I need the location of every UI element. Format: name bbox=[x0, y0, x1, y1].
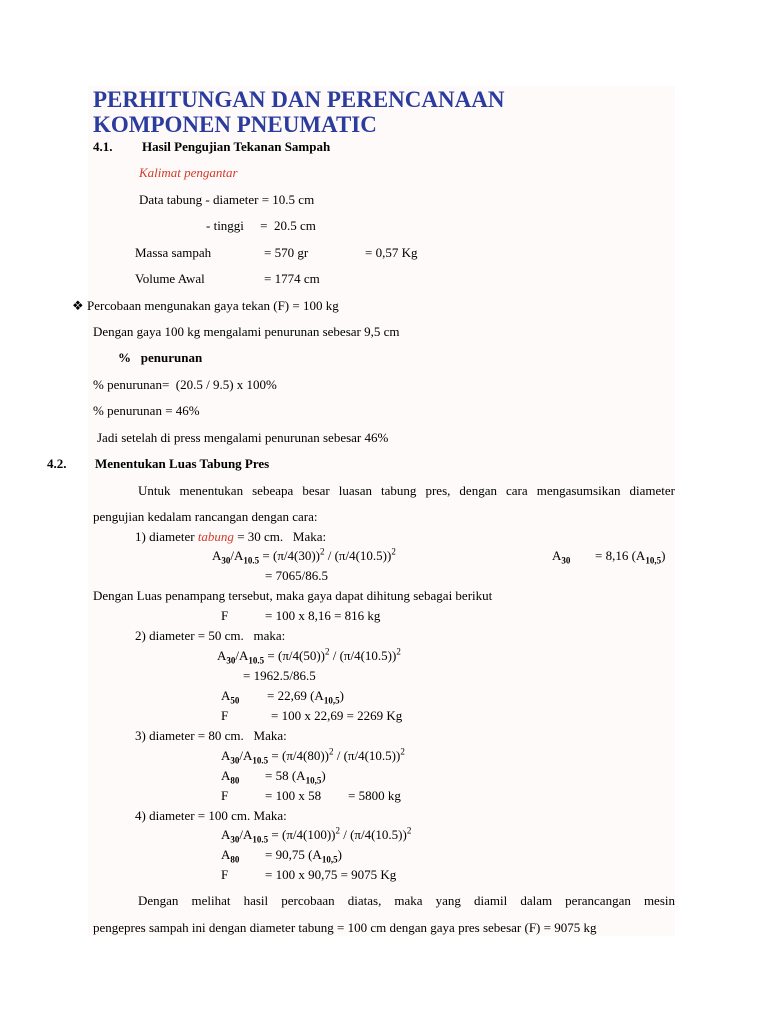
item-1-equation: $A_{30}/A_{10.5} = (\pi/4(30))^2 / (\pi/4(10.5))^2$ bbox=[212, 546, 396, 566]
item-4-area-value: = 90,75 $(A_{10,5})$ bbox=[265, 847, 342, 865]
item-3-force-value-1: = 100 x 58 bbox=[265, 788, 322, 803]
massa-label: Massa sampah bbox=[135, 245, 212, 260]
item-4-force-label: F bbox=[221, 867, 229, 882]
bullet-text: Percobaan mengunakan gaya tekan (F) = 100 kg bbox=[87, 298, 339, 313]
document-title-line2: KOMPONEN PNEUMATIC bbox=[93, 112, 377, 137]
item-2-equation: $A_{30}/A_{10.5} = (\pi/4(50))^2 / (\pi/4(10.5))^2$ bbox=[217, 646, 401, 666]
item-2-area-value: = 22,69 $(A_{10,5})$ bbox=[267, 688, 344, 706]
percent-result: % penurunan = 46% bbox=[93, 403, 200, 418]
conclusion: Jadi setelah di press mengalami penurunan sebesar 46% bbox=[97, 430, 389, 445]
section-heading: Hasil Pengujian Tekanan Sampah bbox=[142, 139, 331, 154]
volume-value: = 1774 cm bbox=[264, 271, 320, 286]
section-number: 4.1. bbox=[93, 139, 113, 154]
item-3-equation: $A_{30}/A_{10.5} = (\pi/4(80))^2 / (\pi/4(10.5))^2$ bbox=[221, 746, 405, 766]
item-1-area-value: = 8,16 $(A_{10,5})$ bbox=[595, 548, 666, 566]
item-4-heading: 4) diameter = 100 cm. Maka: bbox=[135, 808, 287, 823]
item-3-force-value-2: = 5800 kg bbox=[348, 788, 401, 803]
item-1-equation-result: = 7065/86.5 bbox=[265, 568, 328, 583]
data-tabung-diameter: Data tabung - diameter = 10.5 cm bbox=[139, 192, 315, 207]
section-heading: Menentukan Luas Tabung Pres bbox=[95, 456, 270, 471]
diamond-bullet-icon: ❖ bbox=[72, 298, 84, 313]
item-3-area-value: = 58 $(A_{10,5})$ bbox=[265, 768, 326, 786]
item-4-equation: $A_{30}/A_{10.5} = (\pi/4(100))^2 / (\pi/4(10.5))^2$ bbox=[221, 825, 412, 845]
item-3-area-label: $A_{80}$ bbox=[221, 768, 240, 786]
item-2-heading: 2) diameter = 50 cm. maka: bbox=[135, 628, 286, 643]
section-number: 4.2. bbox=[47, 456, 67, 471]
document-title-line1: PERHITUNGAN DAN PERENCANAAN bbox=[93, 87, 505, 112]
item-2-force-value: = 100 x 22,69 = 2269 Kg bbox=[271, 708, 403, 723]
item-2-force-label: F bbox=[221, 708, 229, 723]
percent-formula: % penurunan= (20.5 / 9.5) x 100% bbox=[93, 377, 277, 392]
paragraph-2-line-2: pengepres sampah ini dengan diameter tabung = 100 cm dengan gaya pres sebesar (F) = 9075 kg bbox=[93, 920, 597, 935]
item-2-area-label: $A_{50}$ bbox=[221, 688, 240, 706]
result-line: Dengan gaya 100 kg mengalami penurunan sebesar 9,5 cm bbox=[93, 324, 400, 339]
paragraph-2-line-1: Dengan melihat hasil percobaan diatas, maka yang diamil dalam perancangan mesin bbox=[138, 893, 675, 908]
item-2-equation-result: = 1962.5/86.5 bbox=[243, 668, 316, 683]
luas-line: Dengan Luas penampang tersebut, maka gaya dapat dihitung sebagai berikut bbox=[93, 588, 493, 603]
data-tabung-tinggi: - tinggi = 20.5 cm bbox=[206, 218, 316, 233]
massa-value-kg: = 0,57 Kg bbox=[365, 245, 418, 260]
item-3-force-label: F bbox=[221, 788, 229, 803]
item-1-heading: 1) diameter tabung = 30 cm. Maka: bbox=[135, 529, 327, 544]
percent-heading: % penurunan bbox=[118, 350, 203, 365]
paragraph-1-line-2: pengujian kedalam rancangan dengan cara: bbox=[93, 509, 318, 524]
paragraph-1-line-1: Untuk menentukan sebeapa besar luasan tabung pres, dengan cara mengasumsikan diameter bbox=[138, 483, 675, 498]
intro-placeholder: Kalimat pengantar bbox=[139, 165, 238, 180]
item-1-force-value: = 100 x 8,16 = 816 kg bbox=[265, 608, 381, 623]
massa-value-gr: = 570 gr bbox=[264, 245, 309, 260]
item-4-force-value: = 100 x 90,75 = 9075 Kg bbox=[265, 867, 397, 882]
item-4-area-label: $A_{80}$ bbox=[221, 847, 240, 865]
item-1-force-label: F bbox=[221, 608, 229, 623]
volume-label: Volume Awal bbox=[135, 271, 205, 286]
item-3-heading: 3) diameter = 80 cm. Maka: bbox=[135, 728, 287, 743]
item-1-area-label: $A_{30}$ bbox=[552, 548, 571, 566]
